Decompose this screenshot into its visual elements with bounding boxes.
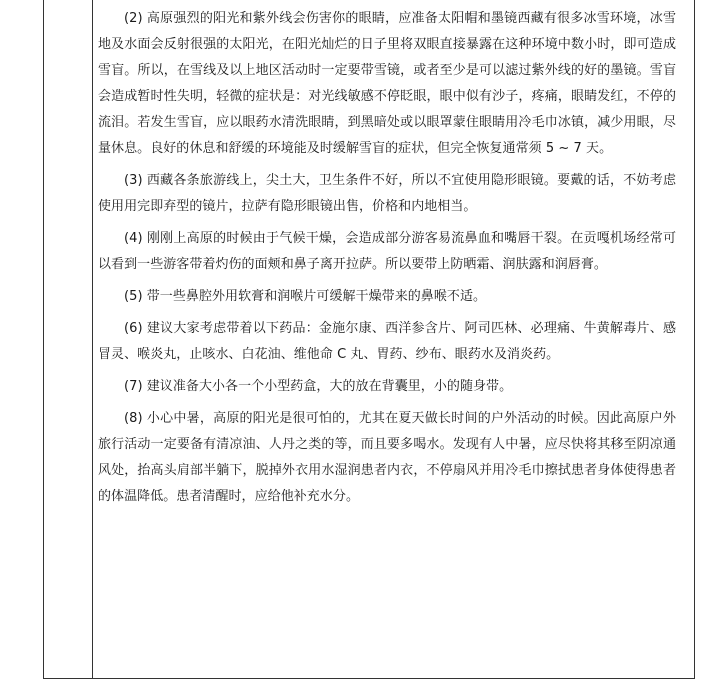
paragraph-6-medicine-list: (6) 建议大家考虑带着以下药品：金施尔康、西洋参含片、阿司匹林、必理痛、牛黄解毒片、感冒灵、喉炎丸，止咳水、白花油、维他命 C 丸、胃药、纱布、眼药水及消炎药。 <box>98 321 676 362</box>
paragraph-5-nasal-ointment: (5) 带一些鼻腔外用软膏和润喉片可缓解干燥带来的鼻喉不适。 <box>124 289 487 304</box>
paragraph-8-heatstroke: (8) 小心中暑，高原的阳光是很可怕的，尤其在夏天做长时间的户外活动的时候。因此高原户外旅行活动一定要备有清凉油、人丹之类的等，而且要多喝水。发现有人中暑，应尽快将其移至阴凉通风处，抬高头肩部半躺下，脱掉外衣用水湿润患者内衣，不停扇风并用冷毛巾擦拭患者身体使得患者的体温降低。患者清醒时，应给他补充水分。 <box>98 411 676 504</box>
document-table <box>43 0 695 679</box>
table-content-cell <box>98 6 676 516</box>
paragraph-2-snow-blindness: (2) 高原强烈的阳光和紫外线会伤害你的眼睛，应准备太阳帽和墨镜西藏有很多冰雪环境，冰雪地及水面会反射很强的太阳光，在阳光灿烂的日子里将双眼直接暴露在这种环境中数小时，即可造成雪盲。所以，在雪线及以上地区活动时一定要带雪镜，或者至少是可以滤过紫外线的好的墨镜。雪盲会造成暂时性失明，轻微的症状是：对光线敏感不停眨眼，眼中似有沙子，疼痛，眼睛发红，不停的流泪。若发生雪盲，应以眼药水清洗眼睛，到黑暗处或以眼罩蒙住眼睛用冷毛巾冰镇，减少用眼，尽量休息。良好的休息和舒缓的环境能及时缓解雪盲的症状，但完全恢复通常须 5 ~ 7 天。 <box>98 11 676 156</box>
paragraph-4-dry-climate: (4) 刚刚上高原的时候由于气候干燥，会造成部分游客易流鼻血和嘴唇干裂。在贡嘎机场经常可以看到一些游客带着灼伤的面颊和鼻子离开拉萨。所以要带上防晒霜、润肤露和润唇膏。 <box>98 231 676 272</box>
column-divider <box>92 0 93 678</box>
paragraph-7-medicine-box: (7) 建议准备大小各一个小型药盒，大的放在背囊里，小的随身带。 <box>124 379 513 394</box>
paragraph-3-contact-lenses: (3) 西藏各条旅游线上，尖土大，卫生条件不好，所以不宜使用隐形眼镜。要戴的话，不妨考虑使用用完即弃型的镜片，拉萨有隐形眼镜出售，价格和内地相当。 <box>98 173 676 214</box>
